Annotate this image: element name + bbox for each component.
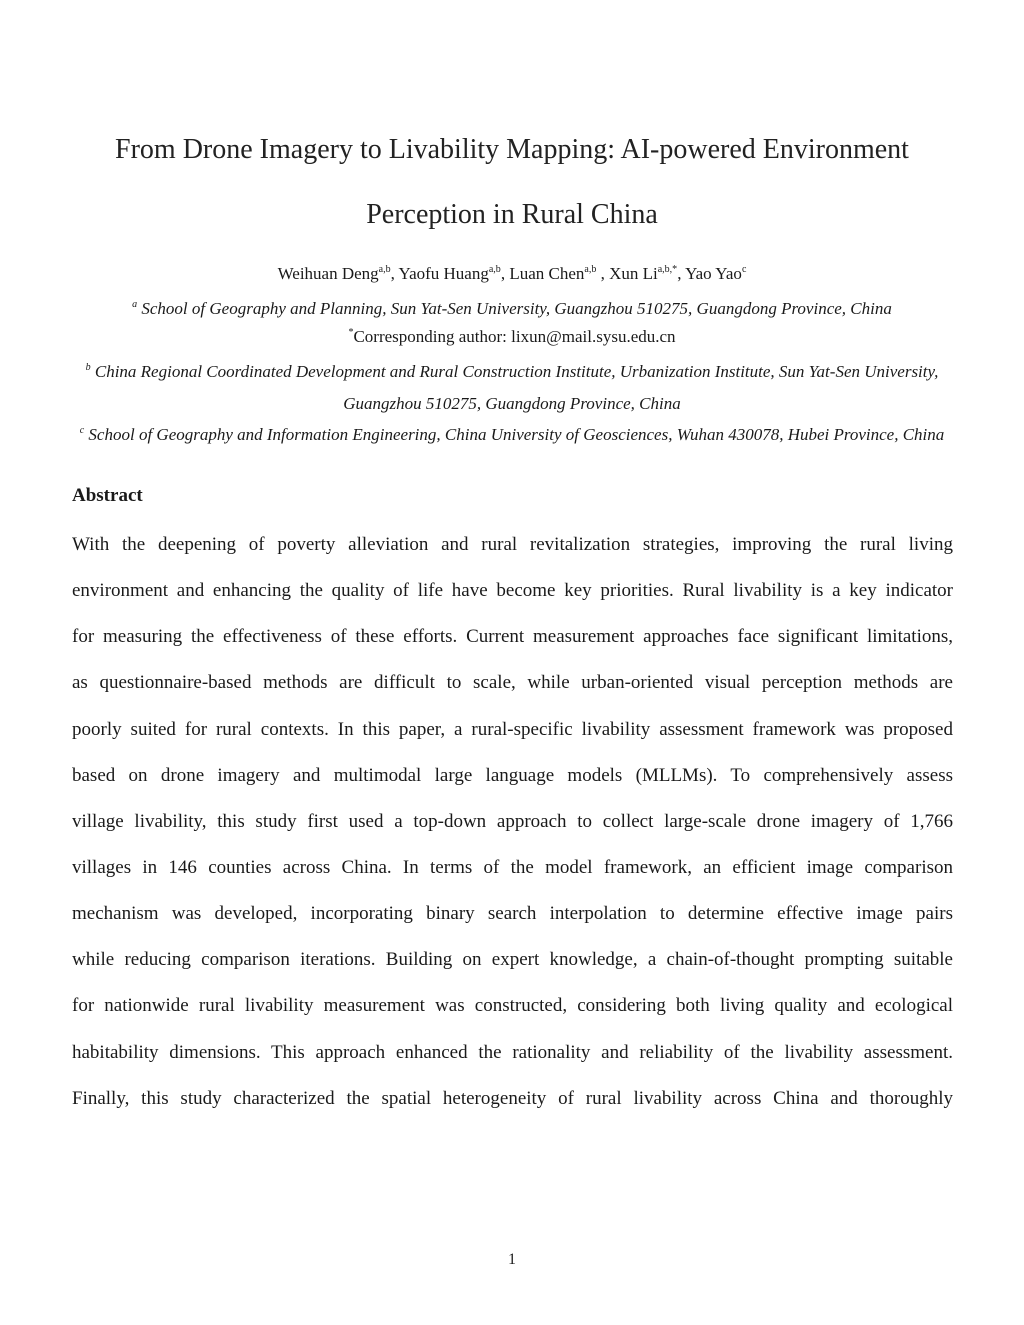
affiliation-text: China Regional Coordinated Development and Rural Construction Institute, Urbanization Institute, Sun Yat-Sen University, Guangzhou 510275, Guangdong Province, China <box>94 362 939 413</box>
affiliation-text: School of Geography and Planning, Sun Yat-Sen University, Guangzhou 510275, Guangdong Province, China <box>141 299 892 318</box>
author-name: Yaofu Huang <box>398 264 489 283</box>
author-affiliation-mark: a,b <box>584 264 597 275</box>
author-name: Weihuan Deng <box>277 264 379 283</box>
author-separator: , <box>500 264 510 283</box>
author-affiliation-mark: a,b,* <box>657 264 678 275</box>
abstract-line: while reducing comparison iterations. Building on expert knowledge, a chain-of-thought prompting suitable <box>72 949 953 971</box>
affiliation-text: School of Geography and Information Engineering, China University of Geosciences, Wuhan 430078, Hubei Province, China <box>88 425 945 444</box>
affiliation-mark: b <box>85 362 91 373</box>
abstract-heading: Abstract <box>72 485 143 506</box>
author-name: Luan Chen <box>509 264 585 283</box>
affiliation-b <box>72 356 952 419</box>
abstract-line: village livability, this study first used a top-down approach to collect large-scale drone imagery of 1,766 <box>72 810 953 832</box>
abstract-line: based on drone imagery and multimodal large language models (MLLMs). To comprehensively assess <box>72 764 953 786</box>
paper-title-line-1: From Drone Imagery to Livability Mapping: AI-powered Environment <box>115 134 909 165</box>
abstract-body <box>72 522 953 1122</box>
abstract-line: for measuring the effectiveness of these efforts. Current measurement approaches face significant limitations, <box>72 626 953 648</box>
author-affiliation-mark: c <box>741 264 747 275</box>
author-list <box>0 262 1024 286</box>
page-number: 1 <box>508 1251 516 1268</box>
corresponding-author <box>0 325 1024 349</box>
affiliation-mark: a <box>132 299 138 310</box>
author-affiliation-mark: a,b <box>378 264 391 275</box>
author-name: Yao Yao <box>685 264 742 283</box>
author-separator: , <box>390 264 399 283</box>
abstract-line: mechanism was developed, incorporating binary search interpolation to determine effective image pairs <box>72 903 953 925</box>
author-affiliation-mark: a,b <box>488 264 501 275</box>
abstract-line: Finally, this study characterized the spatial heterogeneity of rural livability across China and thoroughly <box>72 1087 953 1109</box>
corresponding-mark: * <box>348 327 354 338</box>
affiliation-c <box>72 419 952 451</box>
abstract-line: habitability dimensions. This approach enhanced the rationality and reliability of the livability assessment. <box>72 1041 953 1063</box>
paper-title-line-2: Perception in Rural China <box>366 199 658 230</box>
abstract-line: With the deepening of poverty alleviation and rural revitalization strategies, improving the rural living <box>72 534 953 555</box>
abstract-line: poorly suited for rural contexts. In this paper, a rural-specific livability assessment framework was proposed <box>72 718 953 740</box>
affiliation-mark: c <box>79 425 85 436</box>
author-separator: , <box>677 264 686 283</box>
abstract-line: as questionnaire-based methods are difficult to scale, while urban-oriented visual perception methods are <box>72 672 953 694</box>
abstract-line: environment and enhancing the quality of life have become key priorities. Rural livability is a key indicator <box>72 580 953 602</box>
abstract-line: villages in 146 counties across China. In terms of the model framework, an efficient image comparison <box>72 856 953 878</box>
abstract-line: for nationwide rural livability measurement was constructed, considering both living quality and ecological <box>72 995 953 1017</box>
author-separator: , <box>596 264 610 283</box>
affiliation-a <box>72 293 952 325</box>
corresponding-text: Corresponding author: lixun@mail.sysu.edu.cn <box>353 327 676 346</box>
author-name: Xun Li <box>609 264 658 283</box>
